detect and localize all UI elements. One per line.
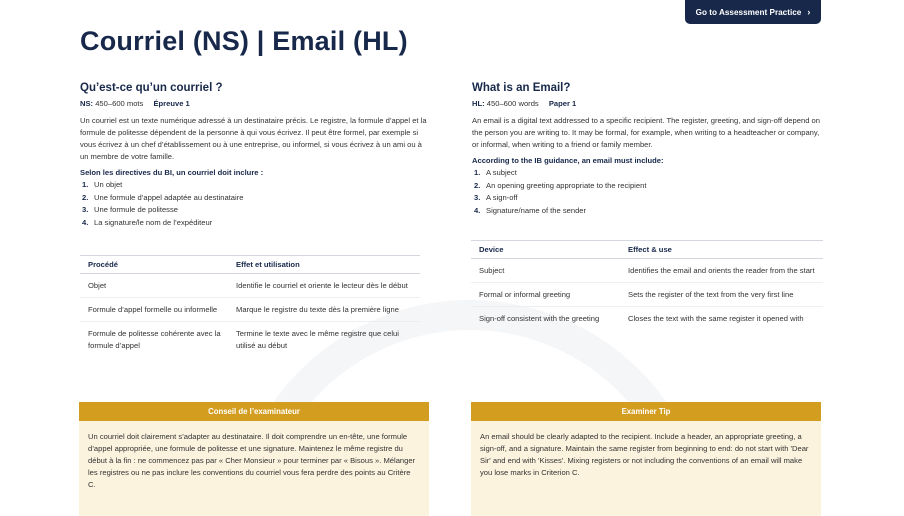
tip-text: An email should be clearly adapted to the recipient. Include a header, an appropriate greeting, a sign-off, and a signature. Maintain the same register from beginning to end: do not start with 'Dear Sir' and end with 'Kisses'. Mixing registers or not including the conventions of an email will make you lose marks in Criterion C. <box>471 421 821 516</box>
word-range: 450–600 words <box>486 99 539 108</box>
devices-table <box>80 255 420 357</box>
column-header: Effect & use <box>620 241 823 259</box>
table-row: Formule d’appel formelle ou informelle Marque le registre du texte dès la première ligne <box>80 298 420 322</box>
list-item: 4. La signature/le nom de l’expéditeur <box>82 217 213 227</box>
table-row: Formule de politesse cohérente avec la formule d’appel Termine le texte avec le même registre que celui utilisé au début <box>88 329 399 351</box>
table-row: Objet Identifie le courriel et oriente le lecteur dès le début <box>80 274 420 298</box>
table-row: Formal or informal greeting Sets the register of the text from the very first line <box>471 283 823 307</box>
tip-title: Conseil de l’examinateur <box>79 402 429 421</box>
list-item: 3. A sign-off <box>474 193 518 203</box>
section-heading: What is an Email? <box>472 82 571 94</box>
tip-text: Un courriel doit clairement s’adapter au destinataire. Il doit comprendre un en-tête, une formule d’appel appropriée, une formule de politesse et une signature. Maintenez le même registre du début à la fin : ne commencez pas par « Cher Monsieur » pour terminer par « Bisous ». Mélanger les registres ou ne pas inclure les conventions du courriel vous fera perdre des points au Critère C. <box>79 421 429 516</box>
column-header: Effet et utilisation <box>228 256 420 274</box>
description: Un courriel est un texte numérique adressé à un destinataire précis. Le registre, la formule d’appel et la formule de politesse dépendent de la personne à qui vous écrivez. Il peut être formel, par exemple si vous écrivez à un chef d’établissement ou à une entreprise, ou informel, si vous écrivez à un ami ou à un membre de votre famille. <box>80 116 427 162</box>
column-header: Procédé <box>80 256 228 274</box>
column-header: Device <box>471 241 620 259</box>
devices-table <box>471 240 823 330</box>
word-count <box>472 99 824 108</box>
requirements-intro: Selon les directives du BI, un courriel doit inclure : <box>80 168 264 178</box>
paper-label: Paper 1 <box>548 99 577 108</box>
assessment-practice-button[interactable] <box>685 0 821 24</box>
list-item: 4. Signature/name of the sender <box>474 205 587 215</box>
examiner-tip-english <box>471 402 821 516</box>
requirements-list <box>80 179 432 229</box>
section-english <box>472 82 824 217</box>
word-count <box>80 99 432 108</box>
requirements-intro: According to the IB guidance, an email must include: <box>472 156 664 166</box>
table-row: Sign-off consistent with the greeting Closes the text with the same register it opened with <box>479 314 804 324</box>
word-range: 450–600 mots <box>95 99 144 108</box>
tip-title: Examiner Tip <box>471 402 821 421</box>
description: An email is a digital text addressed to a specific recipient. The register, greeting, and sign-off depend on the person you are writing to. It may be formal, for example, when writing to a headteacher or company, or informal, when writing to a friend or family member. <box>472 116 820 150</box>
table-header-row <box>471 241 823 259</box>
paper-label: Épreuve 1 <box>153 99 190 108</box>
examiner-tip-french <box>79 402 429 516</box>
section-french <box>80 82 432 229</box>
table-row: Subject Identifies the email and orients the reader from the start <box>471 259 823 283</box>
level-label: NS: <box>80 99 94 108</box>
list-item: 1. A subject <box>474 168 517 178</box>
list-item: 1. Un objet <box>82 180 123 190</box>
list-item: 2. Une formule d’appel adaptée au destinataire <box>82 192 244 202</box>
section-heading: Qu’est-ce qu’un courriel ? <box>80 82 223 94</box>
chevron-right-icon: › <box>807 7 811 17</box>
level-label: HL: <box>472 99 485 108</box>
assessment-practice-label: Go to Assessment Practice <box>695 7 802 17</box>
requirements-list <box>472 167 824 217</box>
list-item: 2. An opening greeting appropriate to the recipient <box>474 180 647 190</box>
table-header-row <box>80 256 420 274</box>
page-title: Courriel (NS) | Email (HL) <box>80 26 408 56</box>
list-item: 3. Une formule de politesse <box>82 205 178 215</box>
